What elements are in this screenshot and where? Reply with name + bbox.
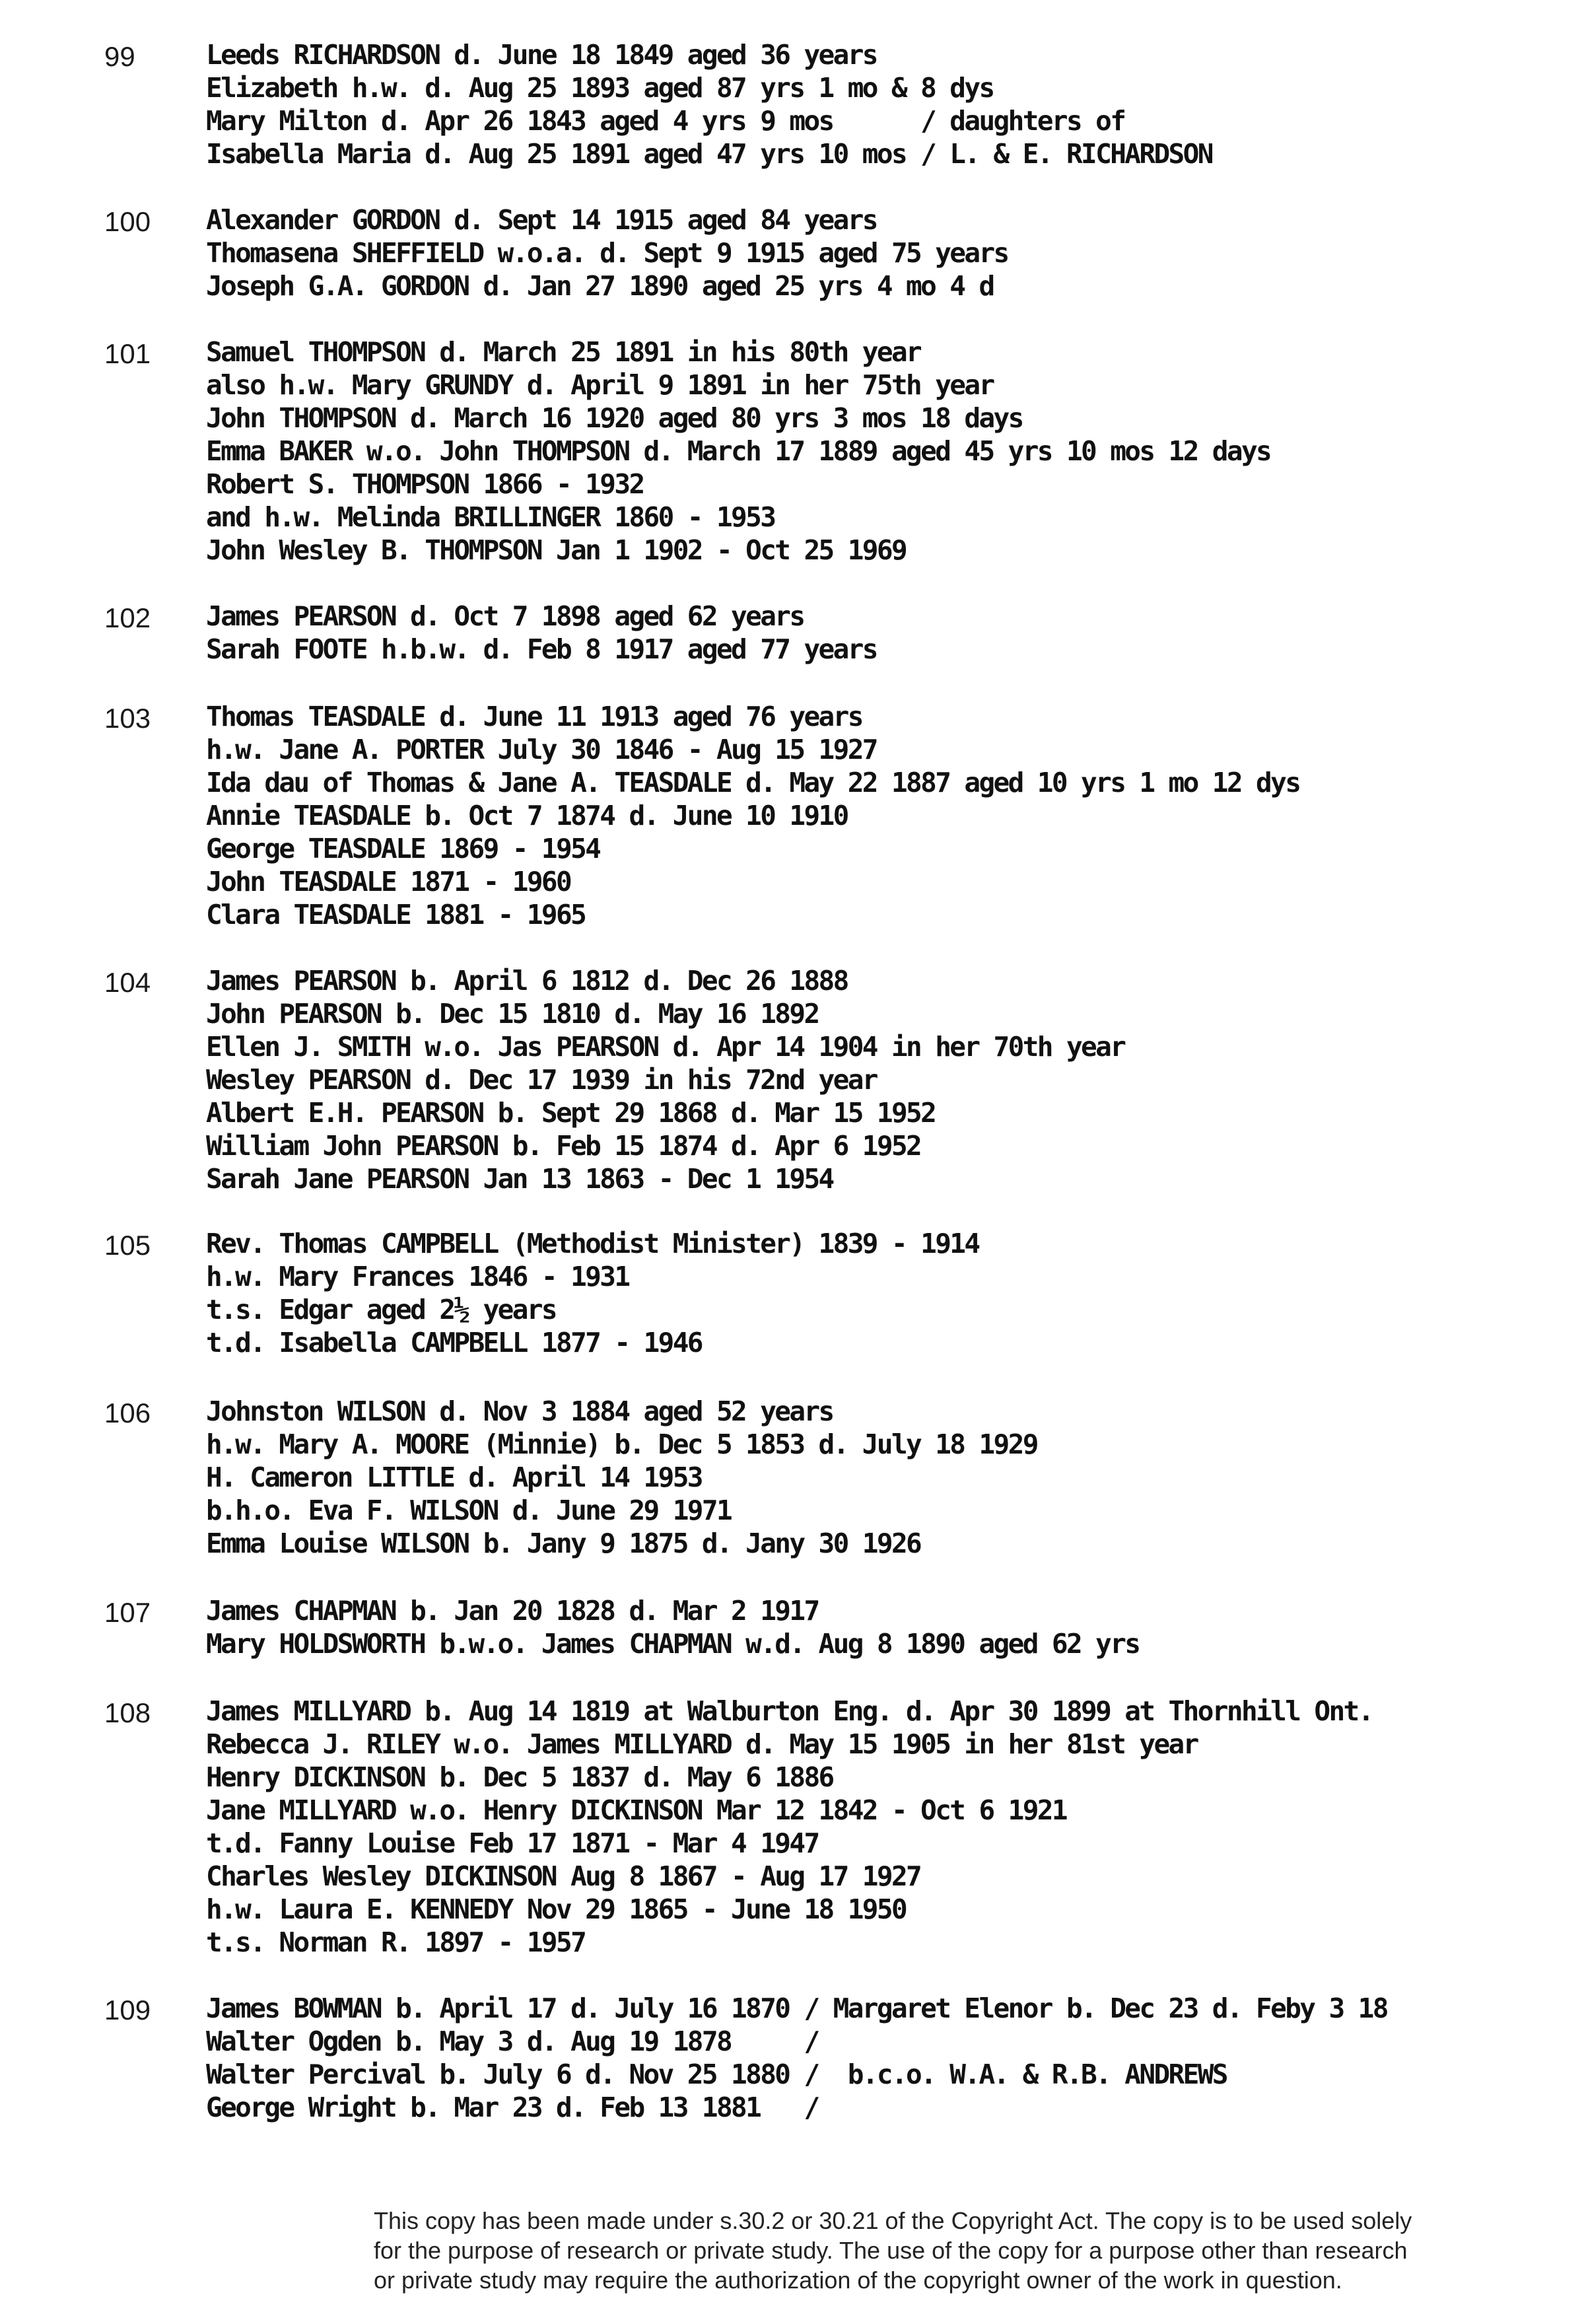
entry-line: John TEASDALE 1871 - 1960 <box>206 866 571 898</box>
entry-line: t.s. Norman R. 1897 - 1957 <box>206 1926 586 1958</box>
entry-line: Charles Wesley DICKINSON Aug 8 1867 - Aug 17 1927 <box>206 1860 921 1892</box>
entry-line: Walter Percival b. July 6 d. Nov 25 1880 / b.c.o. W.A. & R.B. ANDREWS <box>206 2059 1227 2090</box>
entry-line: Sarah Jane PEARSON Jan 13 1863 - Dec 1 1954 <box>206 1163 833 1195</box>
entry-line: Walter Ogden b. May 3 d. Aug 19 1878 / <box>206 2025 819 2057</box>
entry-line: William John PEARSON b. Feb 15 1874 d. Apr 6 1952 <box>206 1130 921 1162</box>
entry-line: Ellen J. SMITH w.o. Jas PEARSON d. Apr 14 1904 in her 70th year <box>206 1031 1125 1063</box>
entry-number: 99 <box>104 41 135 72</box>
entry-line: Mary HOLDSWORTH b.w.o. James CHAPMAN w.d. Aug 8 1890 aged 62 yrs <box>206 1628 1140 1660</box>
entry-line: Samuel THOMPSON d. March 25 1891 in his 80th year <box>206 336 921 368</box>
entry-line: Elizabeth h.w. d. Aug 25 1893 aged 87 yrs 1 mo & 8 dys <box>206 72 994 104</box>
entry-number: 107 <box>104 1597 151 1628</box>
entry-line: Johnston WILSON d. Nov 3 1884 aged 52 years <box>206 1395 833 1427</box>
entry-line: Sarah FOOTE h.b.w. d. Feb 8 1917 aged 77 years <box>206 633 877 665</box>
entry-line: t.d. Fanny Louise Feb 17 1871 - Mar 4 1947 <box>206 1827 819 1859</box>
entry-number: 104 <box>104 967 151 998</box>
entry-number: 105 <box>104 1230 151 1261</box>
entry-line: Isabella Maria d. Aug 25 1891 aged 47 yrs 10 mos / L. & E. RICHARDSON <box>206 138 1212 170</box>
entry-number: 102 <box>104 602 151 633</box>
entry-line: James CHAPMAN b. Jan 20 1828 d. Mar 2 1917 <box>206 1595 819 1627</box>
entry-line: John Wesley B. THOMPSON Jan 1 1902 - Oct 25 1969 <box>206 534 907 566</box>
entry-line: Joseph G.A. GORDON d. Jan 27 1890 aged 25 yrs 4 mo 4 d <box>206 270 994 302</box>
entry-line: Emma BAKER w.o. John THOMPSON d. March 17 1889 aged 45 yrs 10 mos 12 days <box>206 435 1271 467</box>
entry-number: 100 <box>104 206 151 237</box>
entry-line: b.h.o. Eva F. WILSON d. June 29 1971 <box>206 1495 732 1526</box>
entry-line: Clara TEASDALE 1881 - 1965 <box>206 899 586 931</box>
entry-line: Rebecca J. RILEY w.o. James MILLYARD d. May 15 1905 in her 81st year <box>206 1728 1198 1760</box>
entry-line: Albert E.H. PEARSON b. Sept 29 1868 d. Mar 15 1952 <box>206 1097 936 1129</box>
entry-line: h.w. Laura E. KENNEDY Nov 29 1865 - June 18 1950 <box>206 1893 907 1925</box>
entry-line: Jane MILLYARD w.o. Henry DICKINSON Mar 12 1842 - Oct 6 1921 <box>206 1794 1066 1826</box>
entry-line: James BOWMAN b. April 17 d. July 16 1870 / Margaret Elenor b. Dec 23 d. Feby 3 18 <box>206 1992 1387 2024</box>
notice-line: for the purpose of research or private study. The use of the copy for a purpose other than research <box>374 2237 1408 2264</box>
entry-line: Alexander GORDON d. Sept 14 1915 aged 84 years <box>206 204 877 236</box>
entry-line: Emma Louise WILSON b. Jany 9 1875 d. Jany 30 1926 <box>206 1528 921 1559</box>
entry-line: Thomasena SHEFFIELD w.o.a. d. Sept 9 1915 aged 75 years <box>206 237 1008 269</box>
entry-line: John PEARSON b. Dec 15 1810 d. May 16 1892 <box>206 998 819 1030</box>
entry-line: Ida dau of Thomas & Jane A. TEASDALE d. May 22 1887 aged 10 yrs 1 mo 12 dys <box>206 767 1300 798</box>
entry-line: h.w. Mary Frances 1846 - 1931 <box>206 1261 629 1292</box>
entry-number: 108 <box>104 1697 151 1728</box>
entry-number: 103 <box>104 703 151 734</box>
entry-line: Annie TEASDALE b. Oct 7 1874 d. June 10 1910 <box>206 800 848 831</box>
entry-line: h.w. Mary A. MOORE (Minnie) b. Dec 5 1853 d. July 18 1929 <box>206 1428 1037 1460</box>
notice-line: This copy has been made under s.30.2 or 30.21 of the Copyright Act. The copy is to be used solely <box>374 2207 1412 2234</box>
entry-line: t.d. Isabella CAMPBELL 1877 - 1946 <box>206 1327 702 1358</box>
entry-line: George Wright b. Mar 23 d. Feb 13 1881 / <box>206 2092 819 2123</box>
entry-line: James MILLYARD b. Aug 14 1819 at Walburton Eng. d. Apr 30 1899 at Thornhill Ont. <box>206 1695 1373 1727</box>
entry-line: Leeds RICHARDSON d. June 18 1849 aged 36 years <box>206 39 877 71</box>
entry-line: Henry DICKINSON b. Dec 5 1837 d. May 6 1886 <box>206 1761 833 1793</box>
entry-line: h.w. Jane A. PORTER July 30 1846 - Aug 15 1927 <box>206 734 877 765</box>
copyright-notice <box>374 2206 1575 2295</box>
entry-line: H. Cameron LITTLE d. April 14 1953 <box>206 1461 702 1493</box>
entry-line: also h.w. Mary GRUNDY d. April 9 1891 in her 75th year <box>206 369 994 401</box>
entry-number: 106 <box>104 1397 151 1428</box>
entry-line: Thomas TEASDALE d. June 11 1913 aged 76 years <box>206 701 862 732</box>
entry-number: 109 <box>104 1994 151 2025</box>
entry-line: George TEASDALE 1869 - 1954 <box>206 833 600 864</box>
entry-line: Rev. Thomas CAMPBELL (Methodist Minister) 1839 - 1914 <box>206 1228 979 1259</box>
entry-number: 101 <box>104 338 151 369</box>
entry-line: Mary Milton d. Apr 26 1843 aged 4 yrs 9 mos / daughters of <box>206 105 1125 137</box>
entry-line: James PEARSON b. April 6 1812 d. Dec 26 1888 <box>206 965 848 997</box>
entry-line: and h.w. Melinda BRILLINGER 1860 - 1953 <box>206 501 775 533</box>
entry-line: John THOMPSON d. March 16 1920 aged 80 yrs 3 mos 18 days <box>206 402 1023 434</box>
entry-line: James PEARSON d. Oct 7 1898 aged 62 years <box>206 600 804 632</box>
notice-line: or private study may require the authorization of the copyright owner of the work in question. <box>374 2267 1342 2294</box>
entry-line: Wesley PEARSON d. Dec 17 1939 in his 72nd year <box>206 1064 877 1096</box>
entry-line: t.s. Edgar aged 2½ years <box>206 1294 557 1325</box>
entry-line: Robert S. THOMPSON 1866 - 1932 <box>206 468 644 500</box>
